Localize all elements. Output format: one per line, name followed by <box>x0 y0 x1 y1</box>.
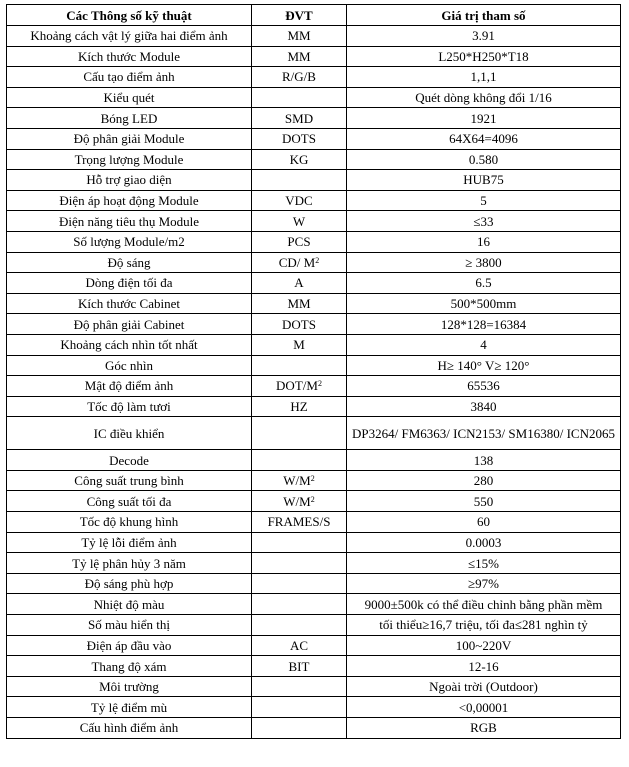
value-cell: ≤15% <box>347 553 621 574</box>
table-row <box>7 314 621 335</box>
param-cell: Tốc độ làm tươi <box>7 396 252 417</box>
spec-table-container <box>6 4 620 739</box>
unit-cell <box>252 553 347 574</box>
unit-text: W <box>292 213 306 229</box>
unit-cell <box>252 512 347 533</box>
param-cell: IC điều khiển <box>7 417 252 450</box>
value-cell: RGB <box>347 718 621 739</box>
value-cell: 3.91 <box>347 26 621 47</box>
table-row <box>7 355 621 376</box>
table-row <box>7 417 621 450</box>
param-cell: Tỷ lệ điểm mù <box>7 697 252 718</box>
table-row <box>7 211 621 232</box>
table-row <box>7 149 621 170</box>
unit-cell <box>252 46 347 67</box>
unit-cell <box>252 718 347 739</box>
param-cell: Góc nhìn <box>7 355 252 376</box>
value-cell: 5 <box>347 190 621 211</box>
table-row <box>7 376 621 397</box>
table-row <box>7 128 621 149</box>
table-row <box>7 594 621 615</box>
table-row <box>7 676 621 697</box>
unit-cell <box>252 67 347 88</box>
param-cell: Khoảng cách vật lý giữa hai điểm ảnh <box>7 26 252 47</box>
value-cell: Ngoài trời (Outdoor) <box>347 676 621 697</box>
table-row <box>7 470 621 491</box>
unit-cell <box>252 231 347 252</box>
table-row <box>7 450 621 471</box>
value-cell: 9000±500k có thể điều chỉnh bằng phần mềm <box>347 594 621 615</box>
unit-text: CD/ M <box>278 254 316 270</box>
unit-cell <box>252 190 347 211</box>
unit-cell <box>252 491 347 512</box>
table-row <box>7 718 621 739</box>
param-cell: Tốc độ khung hình <box>7 512 252 533</box>
value-cell: 4 <box>347 334 621 355</box>
value-cell: tối thiểu≥16,7 triệu, tối đa≤281 nghìn tỷ <box>347 615 621 636</box>
unit-text: DOTS <box>282 316 316 332</box>
unit-cell <box>252 170 347 191</box>
unit-cell <box>252 293 347 314</box>
value-cell: 550 <box>347 491 621 512</box>
table-row <box>7 46 621 67</box>
unit-superscript: 2 <box>317 379 322 389</box>
value-cell: 280 <box>347 470 621 491</box>
unit-text: KG <box>289 151 309 167</box>
value-cell: 500*500mm <box>347 293 621 314</box>
param-cell: Khoảng cách nhìn tốt nhất <box>7 334 252 355</box>
unit-cell <box>252 532 347 553</box>
value-cell: 3840 <box>347 396 621 417</box>
table-row <box>7 553 621 574</box>
unit-cell <box>252 615 347 636</box>
value-cell: 0.0003 <box>347 532 621 553</box>
table-row <box>7 635 621 656</box>
table-row <box>7 512 621 533</box>
table-row <box>7 697 621 718</box>
param-cell: Bóng LED <box>7 108 252 129</box>
value-cell: 1,1,1 <box>347 67 621 88</box>
param-cell: Cấu hình điểm ảnh <box>7 718 252 739</box>
unit-cell <box>252 314 347 335</box>
unit-cell <box>252 417 347 450</box>
param-cell: Công suất trung bình <box>7 470 252 491</box>
unit-text: M <box>293 337 305 353</box>
unit-cell <box>252 26 347 47</box>
param-cell: Điện áp đầu vào <box>7 635 252 656</box>
unit-text: MM <box>287 48 311 64</box>
unit-cell <box>252 376 347 397</box>
unit-text: MM <box>287 28 311 44</box>
unit-cell <box>252 676 347 697</box>
value-cell: DP3264/ FM6363/ ICN2153/ SM16380/ ICN2065 <box>347 417 621 450</box>
header-unit: ĐVT <box>252 5 347 26</box>
table-row <box>7 532 621 553</box>
param-cell: Tỷ lệ lỗi điểm ảnh <box>7 532 252 553</box>
value-cell: 60 <box>347 512 621 533</box>
param-cell: Môi trường <box>7 676 252 697</box>
value-cell: L250*H250*T18 <box>347 46 621 67</box>
value-cell: 64X64=4096 <box>347 128 621 149</box>
value-cell: 1921 <box>347 108 621 129</box>
unit-text: R/G/B <box>282 69 316 85</box>
value-cell: HUB75 <box>347 170 621 191</box>
unit-text: PCS <box>287 234 311 250</box>
param-cell: Trọng lượng Module <box>7 149 252 170</box>
value-cell: <0,00001 <box>347 697 621 718</box>
unit-cell <box>252 470 347 491</box>
table-row <box>7 273 621 294</box>
value-cell: 16 <box>347 231 621 252</box>
table-row <box>7 108 621 129</box>
unit-text: HZ <box>290 398 308 414</box>
param-cell: Hỗ trợ giao diện <box>7 170 252 191</box>
unit-cell <box>252 149 347 170</box>
unit-text: DOTS <box>282 131 316 147</box>
unit-text: W/M <box>283 493 311 509</box>
unit-superscript: 2 <box>310 474 315 484</box>
table-row <box>7 231 621 252</box>
param-cell: Nhiệt độ màu <box>7 594 252 615</box>
param-cell: Điện năng tiêu thụ Module <box>7 211 252 232</box>
table-row <box>7 293 621 314</box>
unit-text: MM <box>287 296 311 312</box>
unit-text: AC <box>289 637 309 653</box>
unit-cell <box>252 635 347 656</box>
unit-superscript: 2 <box>315 255 320 265</box>
unit-text: FRAMES/S <box>267 514 331 530</box>
unit-cell <box>252 396 347 417</box>
table-row <box>7 170 621 191</box>
unit-cell <box>252 211 347 232</box>
param-cell: Mật độ điểm ảnh <box>7 376 252 397</box>
unit-cell <box>252 656 347 677</box>
param-cell: Kích thước Module <box>7 46 252 67</box>
param-cell: Số màu hiển thị <box>7 615 252 636</box>
param-cell: Decode <box>7 450 252 471</box>
param-cell: Độ sáng <box>7 252 252 273</box>
unit-text: BIT <box>288 658 310 674</box>
unit-cell <box>252 108 347 129</box>
value-cell: 128*128=16384 <box>347 314 621 335</box>
value-cell: ≤33 <box>347 211 621 232</box>
table-row <box>7 491 621 512</box>
table-row <box>7 615 621 636</box>
unit-text: DOT/M <box>276 378 318 394</box>
unit-cell <box>252 128 347 149</box>
unit-cell <box>252 273 347 294</box>
value-cell: 0.580 <box>347 149 621 170</box>
spec-table <box>6 4 621 739</box>
table-header-row <box>7 5 621 26</box>
table-row <box>7 252 621 273</box>
table-row <box>7 334 621 355</box>
unit-text: A <box>294 275 304 291</box>
param-cell: Cấu tạo điểm ảnh <box>7 67 252 88</box>
unit-cell <box>252 252 347 273</box>
value-cell: ≥97% <box>347 573 621 594</box>
value-cell: 100~220V <box>347 635 621 656</box>
unit-superscript: 2 <box>310 494 315 504</box>
param-cell: Số lượng Module/m2 <box>7 231 252 252</box>
unit-text: SMD <box>284 110 314 126</box>
param-cell: Độ sáng phù hợp <box>7 573 252 594</box>
table-row <box>7 396 621 417</box>
param-cell: Tỷ lệ phân hủy 3 năm <box>7 553 252 574</box>
param-cell: Độ phân giải Cabinet <box>7 314 252 335</box>
value-cell: 65536 <box>347 376 621 397</box>
unit-text: W/M <box>283 473 311 489</box>
unit-text: VDC <box>285 193 313 209</box>
param-cell: Kiểu quét <box>7 87 252 108</box>
unit-cell <box>252 87 347 108</box>
unit-cell <box>252 594 347 615</box>
header-value: Giá trị tham số <box>347 5 621 26</box>
param-cell: Kích thước Cabinet <box>7 293 252 314</box>
table-row <box>7 656 621 677</box>
param-cell: Công suất tối đa <box>7 491 252 512</box>
table-row <box>7 87 621 108</box>
unit-cell <box>252 697 347 718</box>
param-cell: Độ phân giải Module <box>7 128 252 149</box>
table-row <box>7 190 621 211</box>
param-cell: Thang độ xám <box>7 656 252 677</box>
unit-cell <box>252 334 347 355</box>
table-row <box>7 26 621 47</box>
value-cell: 138 <box>347 450 621 471</box>
unit-cell <box>252 573 347 594</box>
value-cell: 12-16 <box>347 656 621 677</box>
value-cell: Quét dòng không đổi 1/16 <box>347 87 621 108</box>
value-cell: H≥ 140° V≥ 120° <box>347 355 621 376</box>
table-row <box>7 573 621 594</box>
value-cell: 6.5 <box>347 273 621 294</box>
unit-cell <box>252 450 347 471</box>
header-param: Các Thông số kỹ thuật <box>7 5 252 26</box>
table-body <box>7 26 621 739</box>
param-cell: Dòng điện tối đa <box>7 273 252 294</box>
table-row <box>7 67 621 88</box>
unit-cell <box>252 355 347 376</box>
param-cell: Điện áp hoạt động Module <box>7 190 252 211</box>
value-cell: ≥ 3800 <box>347 252 621 273</box>
